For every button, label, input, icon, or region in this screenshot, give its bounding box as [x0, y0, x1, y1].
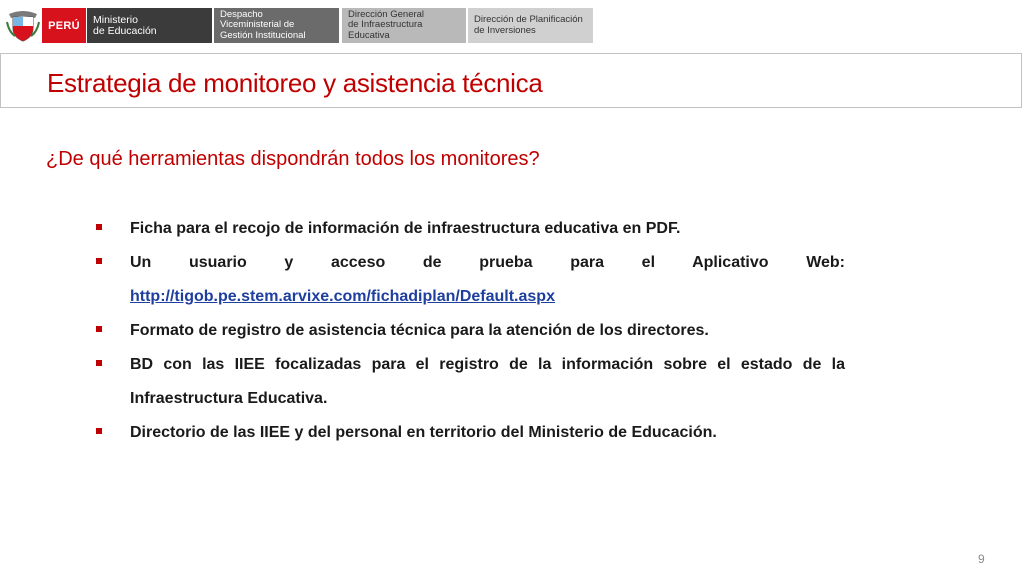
- bullet-square-icon: [96, 360, 102, 366]
- module-ministerio: Ministerio de Educación: [87, 8, 212, 43]
- module-direccion-general: Dirección General de Infraestructura Educativa: [342, 8, 466, 43]
- bullet-square-icon: [96, 258, 102, 264]
- bullet-square-icon: [96, 224, 102, 230]
- list-item: Directorio de las IIEE y del personal en territorio del Ministerio de Educación.: [96, 416, 845, 450]
- slide-title: Estrategia de monitoreo y asistencia técnica: [47, 68, 543, 98]
- list-item: Formato de registro de asistencia técnica para la atención de los directores.: [96, 314, 845, 348]
- list-item: Un usuario y acceso de prueba para el Aplicativo Web: http://tigob.pe.stem.arvixe.com/fichadiplan/Default.aspx: [96, 246, 845, 314]
- module-direccion-planificacion: Dirección de Planificación de Inversiones: [468, 8, 593, 43]
- bullet-square-icon: [96, 326, 102, 332]
- list-item: Ficha para el recojo de información de infraestructura educativa en PDF.: [96, 212, 845, 246]
- module-despacho: Despacho Viceministerial de Gestión Institucional: [214, 8, 339, 43]
- header-banner: [0, 0, 1024, 48]
- bullet-square-icon: [96, 428, 102, 434]
- title-bar: [0, 53, 1022, 108]
- bullet-list: [96, 212, 845, 450]
- page-number: 9: [978, 552, 985, 566]
- slide-question: ¿De qué herramientas dispondrán todos los monitores?: [46, 148, 540, 170]
- peru-label: PERÚ: [42, 8, 86, 43]
- coat-of-arms-icon: [6, 8, 40, 42]
- list-item: BD con las IIEE focalizadas para el registro de la información sobre el estado de la Infraestructura Educativa.: [96, 348, 845, 416]
- app-web-link[interactable]: http://tigob.pe.stem.arvixe.com/fichadiplan/Default.aspx: [130, 288, 555, 305]
